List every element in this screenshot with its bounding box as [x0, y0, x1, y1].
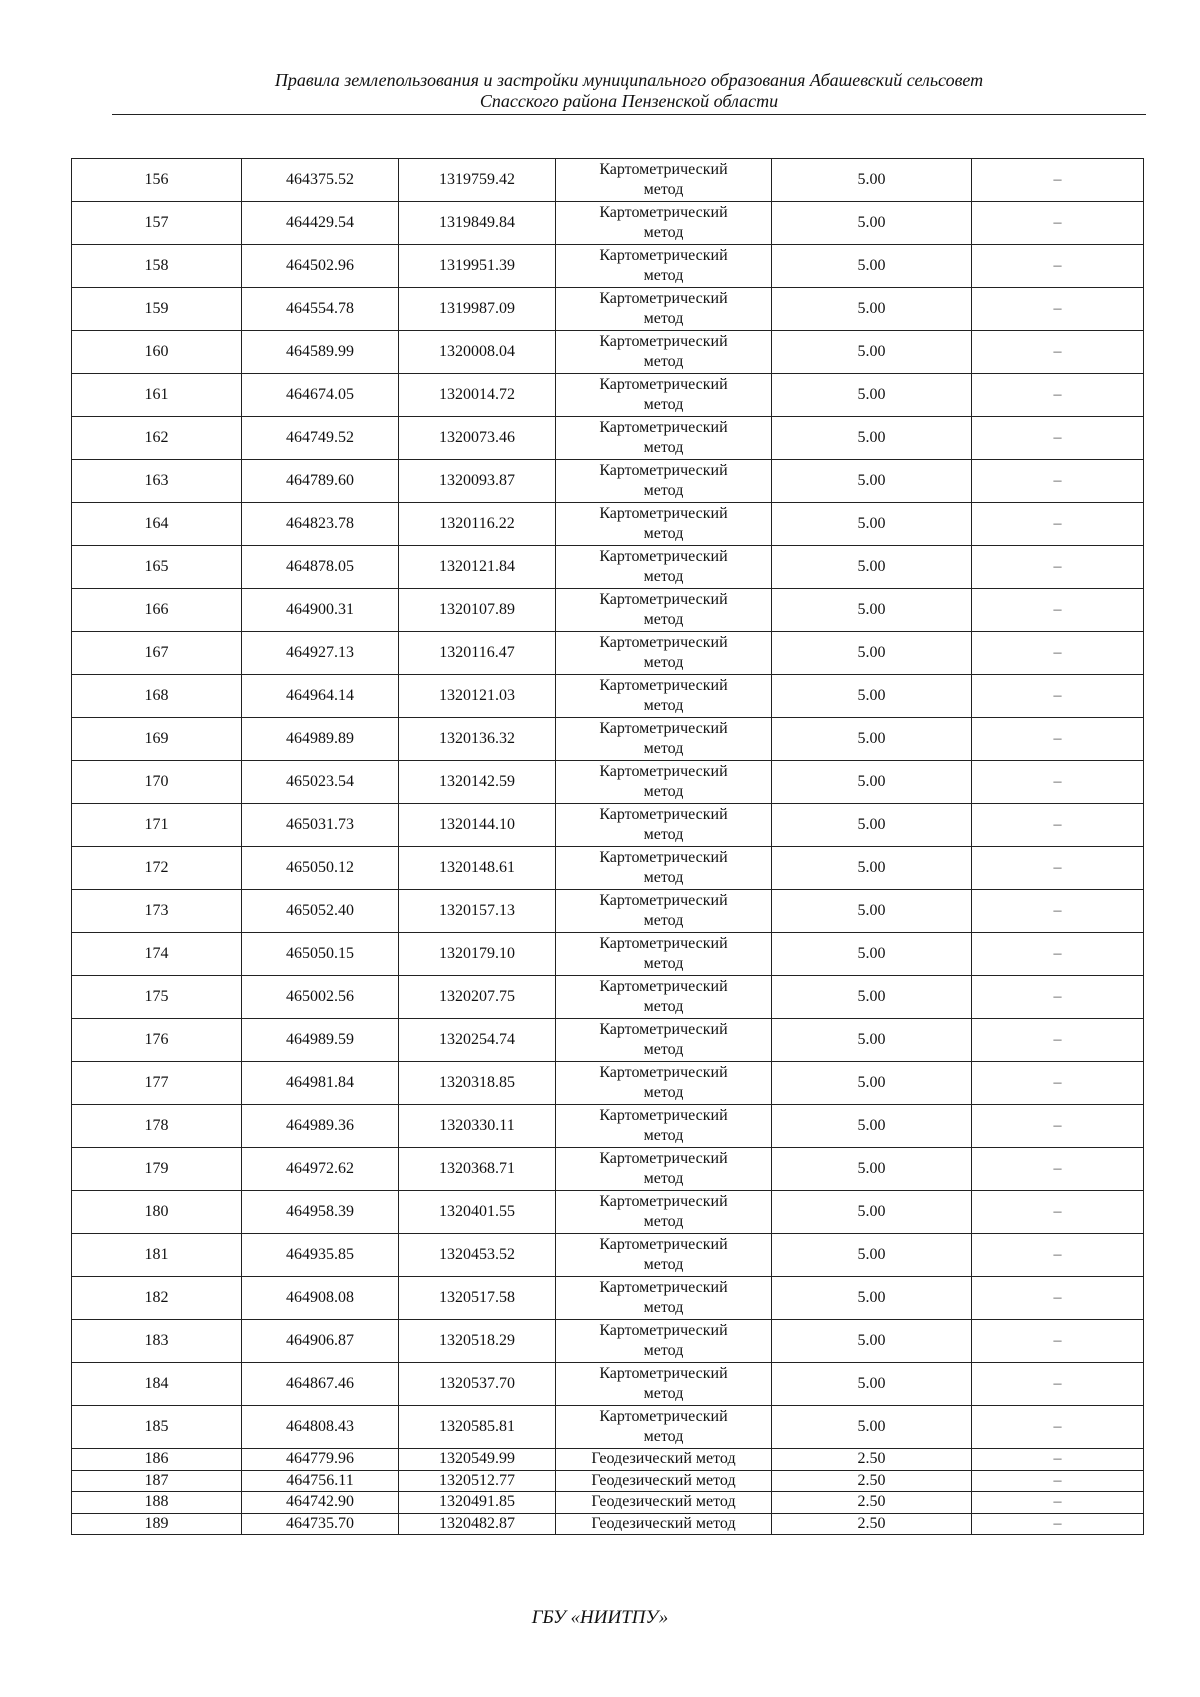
note-cell: – [972, 589, 1144, 632]
coordinate-y-cell: 1320518.29 [399, 1320, 556, 1363]
point-number-cell: 166 [72, 589, 242, 632]
precision-cell: 5.00 [772, 804, 972, 847]
coordinate-y-cell: 1320093.87 [399, 460, 556, 503]
method-cell: Картометрический метод [556, 1406, 772, 1449]
coordinate-x-cell: 464972.62 [242, 1148, 399, 1191]
coordinate-x-cell: 464502.96 [242, 245, 399, 288]
note-cell: – [972, 761, 1144, 804]
coordinate-y-cell: 1320121.84 [399, 546, 556, 589]
point-number-cell: 163 [72, 460, 242, 503]
point-number-cell: 158 [72, 245, 242, 288]
coordinate-x-cell: 464554.78 [242, 288, 399, 331]
table-row [72, 331, 1144, 374]
coordinate-y-cell: 1320549.99 [399, 1449, 556, 1471]
note-cell: – [972, 1062, 1144, 1105]
coordinate-x-cell: 464935.85 [242, 1234, 399, 1277]
method-cell: Геодезический метод [556, 1449, 772, 1471]
table-row [72, 1234, 1144, 1277]
precision-cell: 5.00 [772, 761, 972, 804]
precision-cell: 5.00 [772, 331, 972, 374]
point-number-cell: 164 [72, 503, 242, 546]
point-number-cell: 182 [72, 1277, 242, 1320]
note-cell: – [972, 1148, 1144, 1191]
coordinate-y-cell: 1320008.04 [399, 331, 556, 374]
table-row [72, 1062, 1144, 1105]
coordinate-y-cell: 1320512.77 [399, 1470, 556, 1492]
note-cell: – [972, 1191, 1144, 1234]
table-row [72, 1492, 1144, 1514]
precision-cell: 5.00 [772, 632, 972, 675]
point-number-cell: 177 [72, 1062, 242, 1105]
coordinate-x-cell: 465050.15 [242, 933, 399, 976]
method-cell: Геодезический метод [556, 1492, 772, 1514]
coordinate-y-cell: 1320207.75 [399, 976, 556, 1019]
method-cell: Картометрический метод [556, 589, 772, 632]
method-cell: Картометрический метод [556, 1363, 772, 1406]
coordinate-x-cell: 465031.73 [242, 804, 399, 847]
point-number-cell: 180 [72, 1191, 242, 1234]
table-row [72, 1363, 1144, 1406]
precision-cell: 5.00 [772, 1363, 972, 1406]
coordinate-y-cell: 1320144.10 [399, 804, 556, 847]
coordinate-x-cell: 464906.87 [242, 1320, 399, 1363]
coordinate-y-cell: 1320491.85 [399, 1492, 556, 1514]
method-cell: Картометрический метод [556, 202, 772, 245]
note-cell: – [972, 1449, 1144, 1471]
point-number-cell: 169 [72, 718, 242, 761]
coordinate-y-cell: 1320368.71 [399, 1148, 556, 1191]
precision-cell: 5.00 [772, 245, 972, 288]
point-number-cell: 173 [72, 890, 242, 933]
coordinates-table-body [72, 159, 1144, 1535]
table-row [72, 1277, 1144, 1320]
method-cell: Геодезический метод [556, 1513, 772, 1535]
coordinate-x-cell: 464989.89 [242, 718, 399, 761]
note-cell: – [972, 1277, 1144, 1320]
point-number-cell: 186 [72, 1449, 242, 1471]
coordinate-y-cell: 1320401.55 [399, 1191, 556, 1234]
note-cell: – [972, 890, 1144, 933]
method-cell: Картометрический метод [556, 632, 772, 675]
note-cell: – [972, 847, 1144, 890]
table-row [72, 847, 1144, 890]
point-number-cell: 178 [72, 1105, 242, 1148]
coordinate-x-cell: 464908.08 [242, 1277, 399, 1320]
table-row [72, 976, 1144, 1019]
coordinate-y-cell: 1320482.87 [399, 1513, 556, 1535]
coordinate-x-cell: 464989.36 [242, 1105, 399, 1148]
coordinate-x-cell: 464989.59 [242, 1019, 399, 1062]
coordinate-y-cell: 1320121.03 [399, 675, 556, 718]
header-title-line2: Спасского района Пензенской области [479, 91, 779, 111]
coordinate-y-cell: 1319849.84 [399, 202, 556, 245]
precision-cell: 5.00 [772, 503, 972, 546]
table-row [72, 1406, 1144, 1449]
table-row [72, 460, 1144, 503]
method-cell: Картометрический метод [556, 331, 772, 374]
point-number-cell: 168 [72, 675, 242, 718]
coordinate-x-cell: 464749.52 [242, 417, 399, 460]
header-title-line1: Правила землепользования и застройки муниципального образования Абашевский сельсовет [274, 70, 984, 90]
coordinate-x-cell: 465023.54 [242, 761, 399, 804]
method-cell: Картометрический метод [556, 460, 772, 503]
method-cell: Картометрический метод [556, 1019, 772, 1062]
point-number-cell: 184 [72, 1363, 242, 1406]
coordinate-y-cell: 1320157.13 [399, 890, 556, 933]
method-cell: Картометрический метод [556, 933, 772, 976]
method-cell: Картометрический метод [556, 675, 772, 718]
coordinate-x-cell: 464900.31 [242, 589, 399, 632]
note-cell: – [972, 546, 1144, 589]
precision-cell: 5.00 [772, 1148, 972, 1191]
note-cell: – [972, 632, 1144, 675]
precision-cell: 5.00 [772, 976, 972, 1019]
coordinate-x-cell: 464964.14 [242, 675, 399, 718]
table-row [72, 718, 1144, 761]
table-row [72, 890, 1144, 933]
table-row [72, 1105, 1144, 1148]
precision-cell: 2.50 [772, 1492, 972, 1514]
precision-cell: 5.00 [772, 1062, 972, 1105]
precision-cell: 5.00 [772, 1105, 972, 1148]
coordinate-y-cell: 1320116.22 [399, 503, 556, 546]
note-cell: – [972, 1470, 1144, 1492]
note-cell: – [972, 1234, 1144, 1277]
note-cell: – [972, 1492, 1144, 1514]
note-cell: – [972, 675, 1144, 718]
coordinate-x-cell: 464958.39 [242, 1191, 399, 1234]
method-cell: Картометрический метод [556, 1320, 772, 1363]
point-number-cell: 187 [72, 1470, 242, 1492]
table-row [72, 374, 1144, 417]
coordinate-x-cell: 464375.52 [242, 159, 399, 202]
table-row [72, 1513, 1144, 1535]
coordinate-x-cell: 464981.84 [242, 1062, 399, 1105]
table-row [72, 1320, 1144, 1363]
table-row [72, 761, 1144, 804]
coordinate-y-cell: 1320142.59 [399, 761, 556, 804]
precision-cell: 5.00 [772, 933, 972, 976]
table-row [72, 1470, 1144, 1492]
method-cell: Картометрический метод [556, 374, 772, 417]
coordinate-y-cell: 1320136.32 [399, 718, 556, 761]
coordinate-x-cell: 465052.40 [242, 890, 399, 933]
precision-cell: 5.00 [772, 1191, 972, 1234]
table-row [72, 503, 1144, 546]
table-row [72, 159, 1144, 202]
precision-cell: 5.00 [772, 202, 972, 245]
point-number-cell: 174 [72, 933, 242, 976]
note-cell: – [972, 1320, 1144, 1363]
coordinates-table [71, 158, 1144, 1535]
method-cell: Картометрический метод [556, 718, 772, 761]
table-row [72, 675, 1144, 718]
coordinate-y-cell: 1320107.89 [399, 589, 556, 632]
coordinate-y-cell: 1320254.74 [399, 1019, 556, 1062]
precision-cell: 5.00 [772, 1406, 972, 1449]
precision-cell: 2.50 [772, 1513, 972, 1535]
method-cell: Картометрический метод [556, 976, 772, 1019]
precision-cell: 5.00 [772, 589, 972, 632]
note-cell: – [972, 718, 1144, 761]
coordinate-x-cell: 464674.05 [242, 374, 399, 417]
coordinate-y-cell: 1320585.81 [399, 1406, 556, 1449]
point-number-cell: 161 [72, 374, 242, 417]
method-cell: Картометрический метод [556, 761, 772, 804]
page-footer: ГБУ «НИИТПУ» [531, 1607, 669, 1628]
point-number-cell: 179 [72, 1148, 242, 1191]
table-row [72, 1148, 1144, 1191]
coordinate-x-cell: 464429.54 [242, 202, 399, 245]
table-row [72, 632, 1144, 675]
coordinate-y-cell: 1320073.46 [399, 417, 556, 460]
method-cell: Картометрический метод [556, 417, 772, 460]
coordinate-x-cell: 464589.99 [242, 331, 399, 374]
note-cell: – [972, 1513, 1144, 1535]
method-cell: Картометрический метод [556, 890, 772, 933]
point-number-cell: 157 [72, 202, 242, 245]
precision-cell: 5.00 [772, 159, 972, 202]
note-cell: – [972, 460, 1144, 503]
note-cell: – [972, 331, 1144, 374]
coordinate-x-cell: 464823.78 [242, 503, 399, 546]
point-number-cell: 160 [72, 331, 242, 374]
coordinate-y-cell: 1320148.61 [399, 847, 556, 890]
method-cell: Картометрический метод [556, 847, 772, 890]
note-cell: – [972, 159, 1144, 202]
method-cell: Картометрический метод [556, 1062, 772, 1105]
point-number-cell: 162 [72, 417, 242, 460]
note-cell: – [972, 1406, 1144, 1449]
note-cell: – [972, 1019, 1144, 1062]
coordinate-y-cell: 1319987.09 [399, 288, 556, 331]
method-cell: Картометрический метод [556, 546, 772, 589]
point-number-cell: 188 [72, 1492, 242, 1514]
coordinate-x-cell: 464927.13 [242, 632, 399, 675]
precision-cell: 5.00 [772, 718, 972, 761]
coordinate-x-cell: 464756.11 [242, 1470, 399, 1492]
table-row [72, 933, 1144, 976]
method-cell: Картометрический метод [556, 804, 772, 847]
point-number-cell: 181 [72, 1234, 242, 1277]
point-number-cell: 165 [72, 546, 242, 589]
method-cell: Картометрический метод [556, 288, 772, 331]
method-cell: Картометрический метод [556, 1148, 772, 1191]
table-row [72, 417, 1144, 460]
coordinate-y-cell: 1320453.52 [399, 1234, 556, 1277]
note-cell: – [972, 933, 1144, 976]
table-row [72, 1019, 1144, 1062]
point-number-cell: 175 [72, 976, 242, 1019]
note-cell: – [972, 804, 1144, 847]
method-cell: Картометрический метод [556, 1277, 772, 1320]
method-cell: Картометрический метод [556, 1191, 772, 1234]
method-cell: Картометрический метод [556, 503, 772, 546]
precision-cell: 5.00 [772, 890, 972, 933]
coordinate-x-cell: 464867.46 [242, 1363, 399, 1406]
coordinate-y-cell: 1320537.70 [399, 1363, 556, 1406]
note-cell: – [972, 503, 1144, 546]
table-row [72, 804, 1144, 847]
method-cell: Картометрический метод [556, 245, 772, 288]
point-number-cell: 171 [72, 804, 242, 847]
point-number-cell: 176 [72, 1019, 242, 1062]
method-cell: Картометрический метод [556, 159, 772, 202]
table-row [72, 202, 1144, 245]
precision-cell: 5.00 [772, 460, 972, 503]
coordinate-x-cell: 465050.12 [242, 847, 399, 890]
note-cell: – [972, 202, 1144, 245]
note-cell: – [972, 976, 1144, 1019]
table-row [72, 589, 1144, 632]
coordinate-x-cell: 464779.96 [242, 1449, 399, 1471]
page-header [112, 70, 1146, 115]
note-cell: – [972, 288, 1144, 331]
point-number-cell: 183 [72, 1320, 242, 1363]
coordinates-table-wrap [71, 158, 1144, 1535]
method-cell: Геодезический метод [556, 1470, 772, 1492]
precision-cell: 5.00 [772, 288, 972, 331]
table-row [72, 288, 1144, 331]
point-number-cell: 172 [72, 847, 242, 890]
precision-cell: 5.00 [772, 675, 972, 718]
note-cell: – [972, 417, 1144, 460]
coordinate-y-cell: 1320014.72 [399, 374, 556, 417]
method-cell: Картометрический метод [556, 1234, 772, 1277]
point-number-cell: 167 [72, 632, 242, 675]
note-cell: – [972, 245, 1144, 288]
coordinate-x-cell: 464808.43 [242, 1406, 399, 1449]
coordinate-x-cell: 465002.56 [242, 976, 399, 1019]
precision-cell: 5.00 [772, 546, 972, 589]
precision-cell: 5.00 [772, 1320, 972, 1363]
table-row [72, 546, 1144, 589]
coordinate-y-cell: 1319759.42 [399, 159, 556, 202]
precision-cell: 2.50 [772, 1449, 972, 1471]
note-cell: – [972, 1363, 1144, 1406]
coordinate-y-cell: 1320330.11 [399, 1105, 556, 1148]
coordinate-x-cell: 464742.90 [242, 1492, 399, 1514]
table-row [72, 1191, 1144, 1234]
table-row [72, 245, 1144, 288]
note-cell: – [972, 1105, 1144, 1148]
coordinate-y-cell: 1320179.10 [399, 933, 556, 976]
coordinate-y-cell: 1320517.58 [399, 1277, 556, 1320]
note-cell: – [972, 374, 1144, 417]
precision-cell: 5.00 [772, 1234, 972, 1277]
table-row [72, 1449, 1144, 1471]
point-number-cell: 189 [72, 1513, 242, 1535]
point-number-cell: 185 [72, 1406, 242, 1449]
coordinate-y-cell: 1320318.85 [399, 1062, 556, 1105]
precision-cell: 5.00 [772, 847, 972, 890]
point-number-cell: 170 [72, 761, 242, 804]
point-number-cell: 156 [72, 159, 242, 202]
coordinate-x-cell: 464735.70 [242, 1513, 399, 1535]
precision-cell: 5.00 [772, 417, 972, 460]
coordinate-x-cell: 464789.60 [242, 460, 399, 503]
coordinate-y-cell: 1319951.39 [399, 245, 556, 288]
coordinate-y-cell: 1320116.47 [399, 632, 556, 675]
precision-cell: 5.00 [772, 1019, 972, 1062]
precision-cell: 2.50 [772, 1470, 972, 1492]
point-number-cell: 159 [72, 288, 242, 331]
method-cell: Картометрический метод [556, 1105, 772, 1148]
coordinate-x-cell: 464878.05 [242, 546, 399, 589]
precision-cell: 5.00 [772, 374, 972, 417]
precision-cell: 5.00 [772, 1277, 972, 1320]
